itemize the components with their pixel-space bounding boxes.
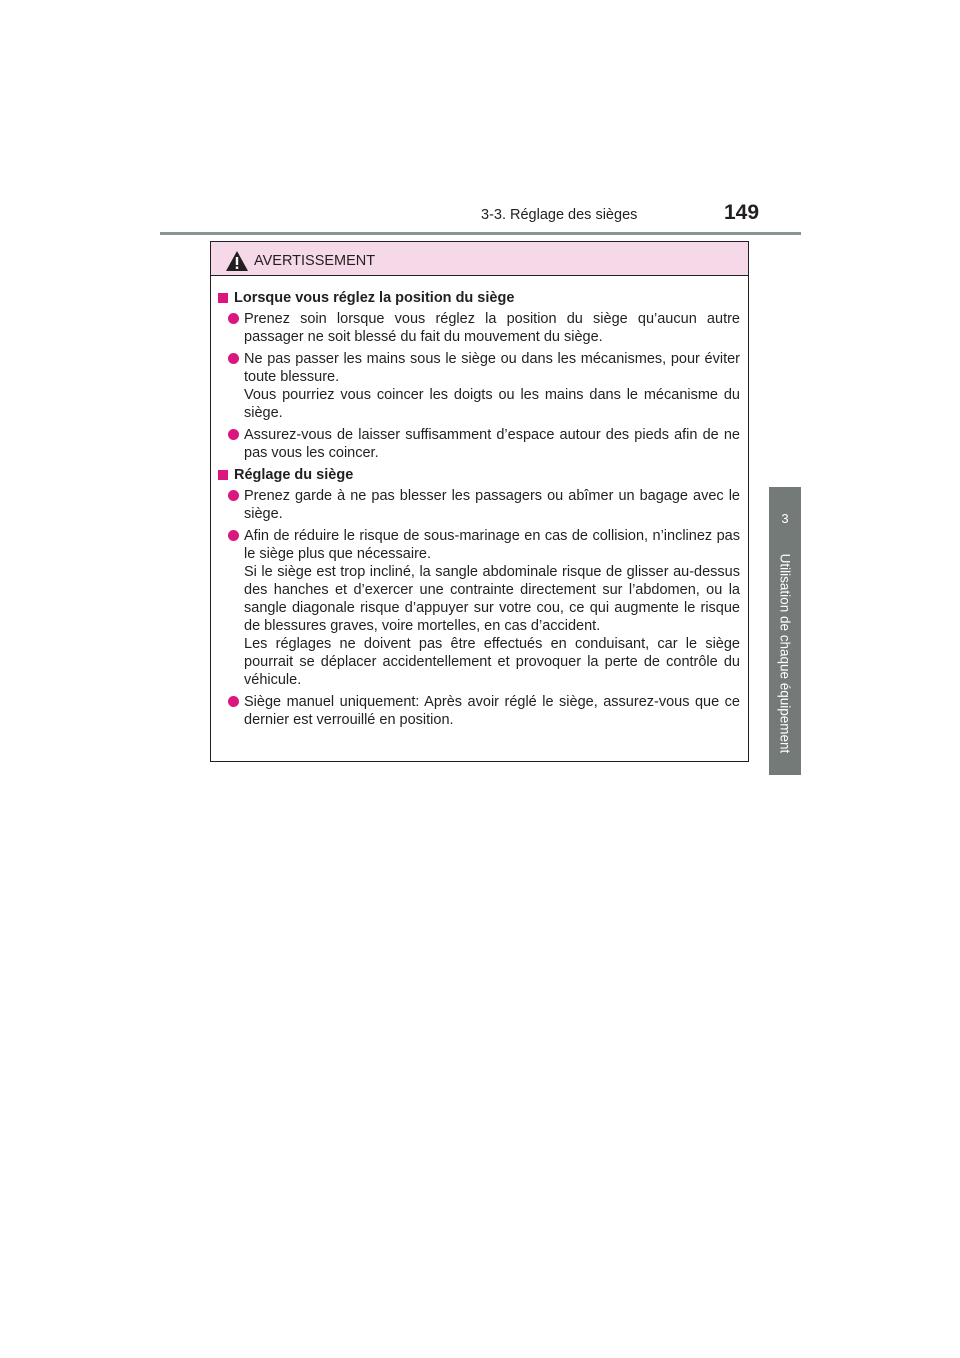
section-heading: [218, 466, 740, 484]
round-bullet-icon: [228, 696, 239, 707]
round-bullet-icon: [228, 490, 239, 501]
header-rule: [160, 232, 801, 235]
bullet-item: [218, 693, 740, 729]
section-heading-text: Lorsque vous réglez la position du siège: [234, 290, 515, 306]
chapter-side-tab: [769, 487, 801, 775]
bullet-paragraph: Afin de réduire le risque de sous-marinage en cas de collision, n’inclinez pas le siège plus que nécessaire.: [244, 528, 740, 562]
bullet-item: [218, 350, 740, 422]
bullet-text: [244, 693, 740, 729]
round-bullet-icon: [228, 429, 239, 440]
bullet-text: [244, 350, 740, 422]
round-bullet-icon: [228, 313, 239, 324]
page-number: 149: [724, 201, 760, 224]
warning-section: [218, 289, 740, 462]
bullet-item: [218, 426, 740, 462]
bullet-paragraph: Vous pourriez vous coincer les doigts ou les mains dans le mécanisme du siège.: [244, 387, 740, 421]
bullet-paragraph: Les réglages ne doivent pas être effectués en conduisant, car le siège pourrait se déplacer accidentellement et provoquer la perte de contrôle du véhicule.: [244, 636, 740, 688]
warning-header: [211, 242, 748, 276]
bullet-paragraph: Siège manuel uniquement: Après avoir réglé le siège, assurez-vous que ce dernier est verrouillé en position.: [244, 694, 740, 728]
bullet-text: [244, 310, 740, 346]
square-bullet-icon: [218, 470, 228, 480]
warning-section: [218, 466, 740, 729]
round-bullet-icon: [228, 353, 239, 364]
section-heading-text: Réglage du siège: [234, 467, 354, 483]
square-bullet-icon: [218, 293, 228, 303]
bullet-paragraph: Prenez soin lorsque vous réglez la position du siège qu’aucun autre passager ne soit blessé du fait du mouvement du siège.: [244, 311, 740, 345]
chapter-label: Utilisation de chaque équipement: [777, 553, 793, 753]
bullet-item: [218, 310, 740, 346]
bullet-paragraph: Prenez garde à ne pas blesser les passagers ou abîmer un bagage avec le siège.: [244, 488, 740, 522]
warning-body: [211, 276, 748, 729]
chapter-number: 3: [781, 511, 789, 526]
bullet-paragraph: Ne pas passer les mains sous le siège ou dans les mécanismes, pour éviter toute blessure.: [244, 351, 740, 385]
warning-title: AVERTISSEMENT: [254, 253, 376, 269]
warning-triangle-icon: [226, 251, 248, 271]
bullet-text: [244, 487, 740, 523]
bullet-text: [244, 426, 740, 462]
warning-box: [210, 241, 749, 762]
bullet-item: [218, 527, 740, 689]
page-header-section: 3-3. Réglage des sièges: [481, 207, 638, 223]
bullet-item: [218, 487, 740, 523]
bullet-paragraph: Assurez-vous de laisser suffisamment d’espace autour des pieds afin de ne pas vous les coincer.: [244, 427, 740, 461]
section-heading: [218, 289, 740, 307]
bullet-paragraph: Si le siège est trop incliné, la sangle abdominale risque de glisser au-dessus des hanches et d’exercer une contrainte directement sur l’abdomen, ou la sangle diagonale risque d’appuyer sur votre cou, ce qui augmente le risque de blessures graves, voire mortelles, en cas d’accident.: [244, 564, 740, 634]
bullet-text: [244, 527, 740, 689]
round-bullet-icon: [228, 530, 239, 541]
